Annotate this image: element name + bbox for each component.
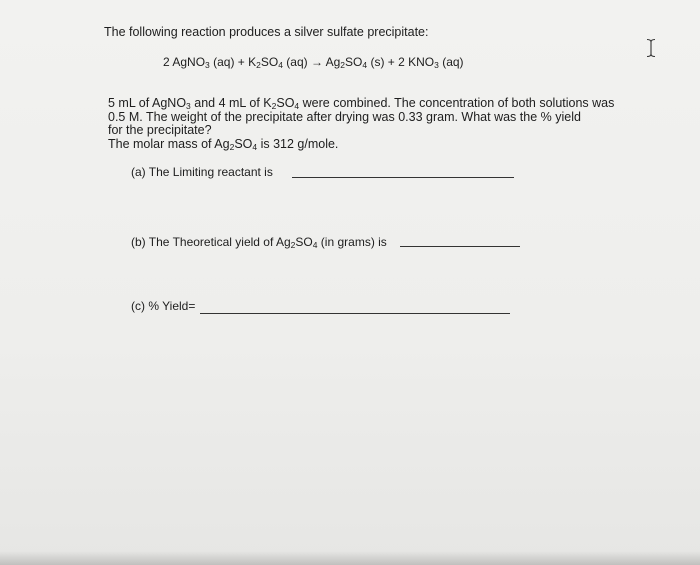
question-c-label: (c) % Yield=: [131, 299, 196, 313]
problem-line-2: 0.5 M. The weight of the precipitate after drying was 0.33 gram. What was the % yield: [108, 109, 581, 124]
reaction-equation: 2 AgNO$_3$ $(aq) + K_2SO_4$ $(aq) \to Ag_2SO_4$ (s) + 2 $KNO_3$ (aq): [163, 55, 464, 70]
problem-line-4: The molar mass of $Ag_2SO_4$ is 312 g/mole.: [108, 136, 339, 152]
problem-statement: [108, 97, 614, 151]
answer-b-blank[interactable]: [400, 246, 520, 247]
intro-text: The following reaction produces a silver sulfate precipitate:: [104, 25, 429, 39]
answer-c-blank[interactable]: [200, 313, 510, 314]
problem-line-3: for the precipitate?: [108, 123, 212, 137]
page-bottom-shadow: [0, 551, 700, 565]
question-a-label: (a) The Limiting reactant is: [131, 165, 273, 179]
answer-a-blank[interactable]: [292, 177, 514, 178]
question-b-label: (b) The Theoretical yield of $Ag_2SO_4$ (in grams) is: [131, 235, 387, 250]
problem-line-1: 5 mL of AgNO$_3$ and 4 mL of $K_2SO_4$ were combined. The concentration of both solutions was: [108, 96, 615, 111]
text-cursor-icon: [645, 38, 657, 58]
